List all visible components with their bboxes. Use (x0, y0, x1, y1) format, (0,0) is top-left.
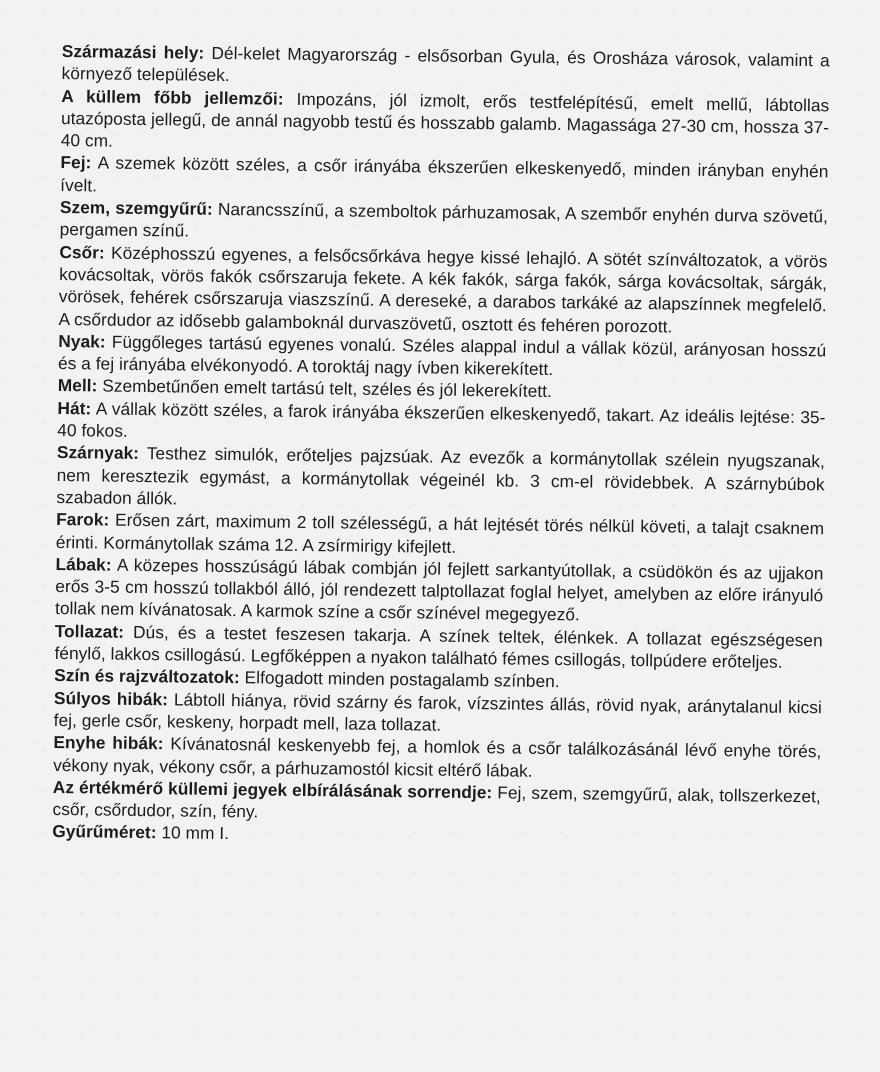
entry-beak (58, 241, 827, 340)
entry-label: Csőr: (59, 241, 105, 263)
entry-main-features (61, 85, 830, 161)
entry-label: A küllem főbb jellemzői: (61, 85, 284, 109)
entry-text: Testhez simulók, erőteljes pajzsúak. Az evezők a kormánytollak szélein nyugszanak, nem keresztezik egymást, a kormánytollak végeinél kb. 3 cm-el rövidebbek. A szárnybúbok szabadon állók. (56, 443, 826, 509)
entry-text: Középhosszú egyenes, a felsőcsőrkáva hegye kissé lehajló. A sötét színváltozatok, a vörös kovácsoltak, vörös fakók csőrszaruja fekete. A kék fakók, sárga fakók, sárga kovácsoltak, sárgák, vörösek, fehérek csőrszaruja viaszszínű. A dereseké, a darabos tarkáké az alapszínnek megfelelő. A csőrdudor az idősebb galamboknál durvaszövetű, osztott és fehéren porozott. (58, 242, 828, 337)
entry-text: Dél-kelet Magyarország - elsősorban Gyula, és Orosháza városok, valamint a környező települések. (61, 42, 830, 86)
entry-label: Fej: (60, 152, 92, 173)
entry-text: Fej, szem, szemgyűrű, alak, tollszerkezet, csőr, csőrdudor, szín, fény. (52, 782, 821, 822)
entry-text: A szemek között széles, a csőr irányába ékszerűen elkeskenyedő, minden irányban enyhén ívelt. (60, 152, 829, 196)
entry-legs (55, 553, 824, 629)
entry-label: Hát: (57, 397, 92, 419)
entry-wings (56, 441, 825, 517)
entry-text: A vállak között széles, a farok irányába ékszerűen elkeskenyedő, takart. Az ideális lejtése: 35-40 fokos. (57, 398, 826, 441)
entry-text: Elfogadott minden postagalamb színben. (244, 667, 560, 692)
entry-text: Erősen zárt, maximum 2 toll szélességű, a hát lejtését törés nélkül követi, a talajt csaknem érinti. Kormánytollak száma 12. A zsírmirigy kifejlett. (55, 509, 825, 557)
entry-label: Nyak: (58, 330, 106, 352)
entry-label: Az értékmérő küllemi jegyek elbírálásának sorrendje: (52, 776, 493, 803)
entry-label: Enyhe hibák: (53, 732, 164, 754)
entry-text: A közepes hosszúságú lábak combján jól fejlett sarkantyútollak, a csüdökön és az ujjakon erős 3-5 cm hosszú tollakból álló, jól rendezett talptollazat foglal helyet, amelyben az előre irányuló tollak nem kívánatosak. A karmok színe a csőr színével megegyező. (54, 554, 824, 625)
entry-label: Mell: (57, 375, 98, 396)
entry-text: Szembetűnően emelt tartású telt, széles és jól lekerekített. (102, 375, 553, 402)
entry-label: Tollazat: (54, 620, 125, 642)
entry-text: Dús, és a testet feszesen takarja. A színek teltek, élénkek. A tollazat egészségesen fénylő, lakkos csillogású. Legfőképpen a nyakon található fémes csillogás, tollpúdere erőteljes. (54, 621, 823, 672)
entry-text: Függőleges tartású egyenes vonalú. Széles alappal indul a vállak közül, arányosan hosszú és a fej irányába elvékonyodó. A toroktáj nagy ívben kikerekített. (57, 331, 827, 380)
entry-text: 10 mm I. (161, 822, 230, 844)
entry-text: Lábtoll hiánya, rövid szárny és farok, vízszintes állás, rövid nyak, aránytalanul kicsi fej, gerle csőr, keskeny, horpadt mell, laza tollazat. (53, 689, 823, 735)
entry-label: Lábak: (55, 553, 112, 575)
entry-label: Gyűrűméret: (52, 821, 157, 843)
entry-label: Szem, szemgyűrű: (59, 197, 213, 219)
entry-text: Impozáns, jól izmolt, erős testfelépítésű, emelt mellű, lábtollas utazóposta jellegű, de annál nagyobb testű és hosszabb galamb. Magassága 27-30 cm, hossza 37-40 cm. (60, 88, 830, 151)
entry-label: Farok: (56, 509, 110, 530)
entry-label: Szín és rajzváltozatok: (54, 665, 240, 688)
breed-standard-text (52, 40, 830, 852)
entry-label: Származási hely: (61, 40, 205, 63)
entry-text: Kívánatosnál keskenyebb fej, a homlok és a csőr találkozásánál lévő enyhe törés, vékony nyak, vékony csőr, a párhuzamostól kicsit eltérő lábak. (53, 733, 822, 781)
entry-label: Súlyos hibák: (53, 687, 169, 709)
entry-text: Narancsszínű, a szemboltok párhuzamosak, A szembőr enyhén durva szövetű, pergamen színű. (59, 198, 829, 241)
entry-label: Szárnyak: (56, 442, 140, 464)
